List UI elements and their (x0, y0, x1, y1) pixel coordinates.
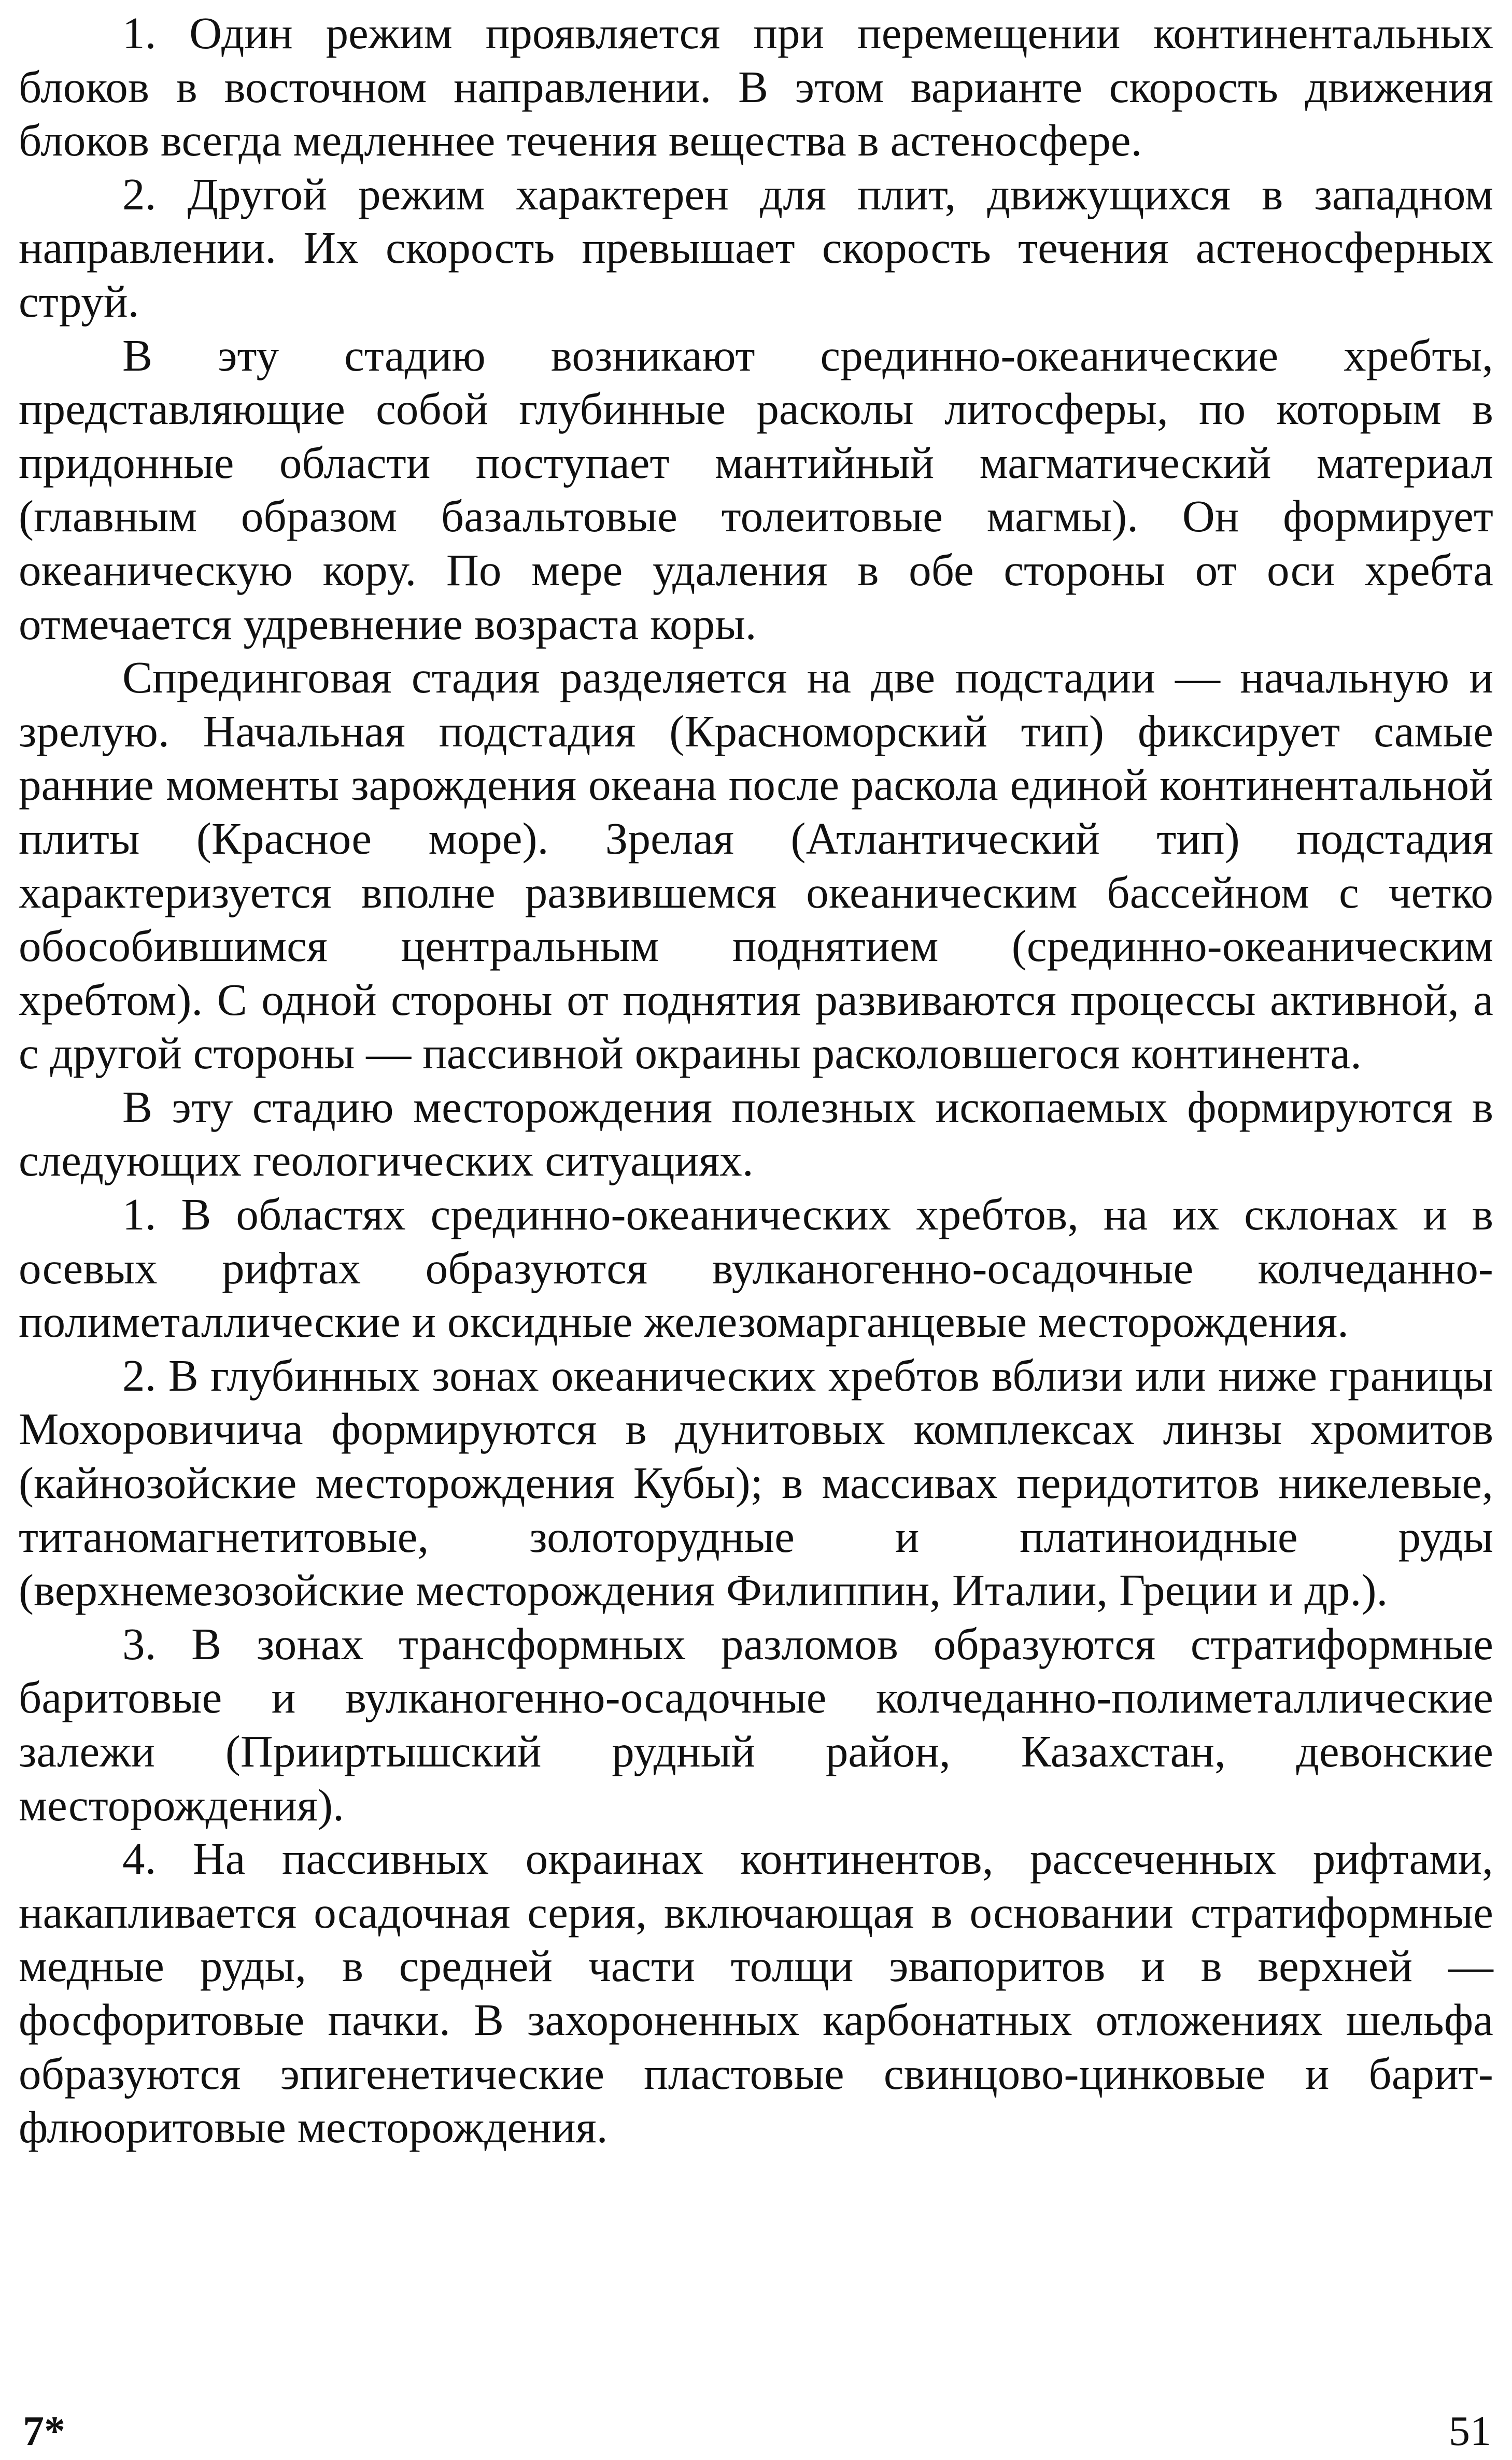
signature-mark: 7* (23, 2407, 65, 2454)
paragraph-deposits-item-1: 1. В областях срединно-океанических хребтов, на их склонах и в осевых рифтах образуются вулканогенно-осадочные колчеданно-полиметаллические и оксидные железомарганцевые месторождения. (19, 1189, 1493, 1347)
paragraph-deposits-intro: В эту стадию месторождения полезных ископаемых формируются в следующих геологических ситуациях. (19, 1081, 1493, 1186)
body-text (19, 6, 1493, 2154)
paragraph-deposits-item-3: 3. В зонах трансформных разломов образуются стратиформные баритовые и вулканогенно-осадочные колчеданно-полиметаллические залежи (Прииртышский рудный район, Казахстан, девонские месторождения). (19, 1618, 1493, 1830)
paragraph-mode-east: 1. Один режим проявляется при перемещении континентальных блоков в восточном направлении. В этом варианте скорость движения блоков всегда медленнее течения вещества в астеносфере. (19, 8, 1493, 166)
paragraph-spreading-stage: Спрединговая стадия разделяется на две подстадии — начальную и зрелую. Начальная подстадия (Красноморский тип) фиксирует самые ранние моменты зарождения океана после раскола единой континентальной плиты (Красное море). Зрелая (Атлантический тип) подстадия характеризуется вполне развившемся океаническим бассейном с четко обособившимся центральным поднятием (срединно-океаническим хребтом). С одной стороны от поднятия развиваются процессы активной, а с другой стороны — пассивной окраины расколовшегося континента. (19, 652, 1493, 1079)
paragraph-deposits-item-2: 2. В глубинных зонах океанических хребтов вблизи или ниже границы Мохоровичича формируются в дунитовых комплексах линзы хромитов (кайнозойские месторождения Кубы); в массивах перидотитов никелевые, титаномагнетитовые, золоторудные и платиноидные руды (верхнемезозойские месторождения Филиппин, Италии, Греции и др.). (19, 1350, 1493, 1616)
paragraph-mid-ocean-ridges: В эту стадию возникают срединно-океанические хребты, представляющие собой глубинные расколы литосферы, по которым в придонные области поступает мантийный магматический материал (главным образом базальтовые толеитовые магмы). Он формирует океаническую кору. По мере удаления в обе стороны от оси хребта отмечается удревнение возраста коры. (19, 330, 1493, 649)
page-footer (23, 2405, 1491, 2457)
page-number: 51 (1449, 2407, 1491, 2454)
paragraph-mode-west: 2. Другой режим характерен для плит, движущихся в западном направлении. Их скорость превышает скорость течения астеносферных струй. (19, 168, 1493, 327)
paragraph-deposits-item-4: 4. На пассивных окраинах континентов, рассеченных рифтами, накапливается осадочная серия, включающая в основании стратиформные медные руды, в средней части толщи эвапоритов и в верхней — фосфоритовые пачки. В захороненных карбонатных отложениях шельфа образуются эпигенетические пластовые свинцово-цинковые и барит-флюоритовые месторождения. (19, 1833, 1493, 2153)
